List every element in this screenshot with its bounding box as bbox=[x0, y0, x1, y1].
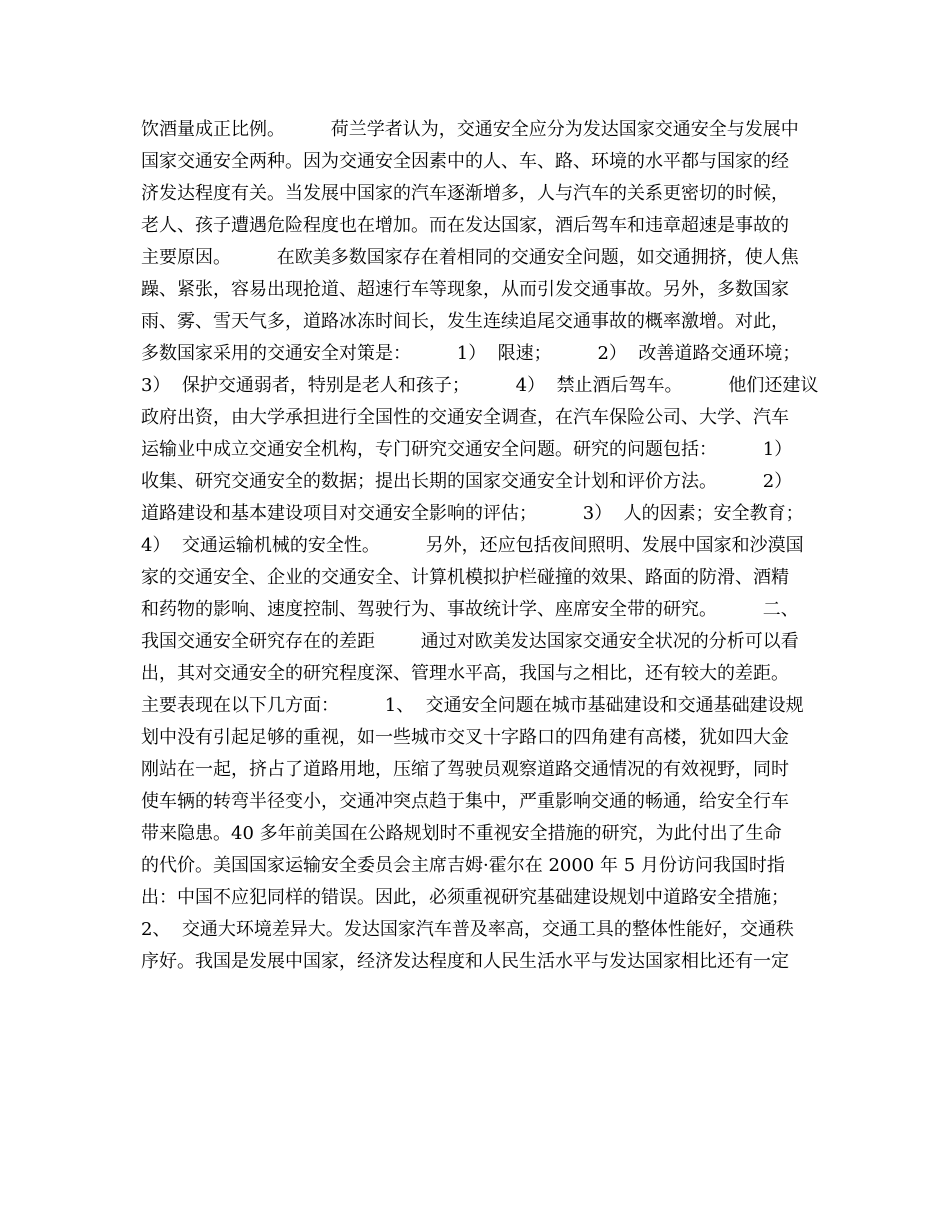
text-line: 3） 保护交通弱者，特别是老人和孩子； 4） 禁止酒后驾车。 他们还建议 bbox=[141, 375, 819, 396]
text-line: 多数国家采用的交通安全对策是： 1） 限速； 2） 改善道路交通环境； bbox=[141, 343, 801, 364]
text-line: 的代价。美国国家运输安全委员会主席吉姆·霍尔在 2000 年 5 月份访问我国时指 bbox=[141, 855, 785, 876]
text-line: 收集、研究交通安全的数据；提出长期的国家交通安全计划和评价方法。 2） bbox=[141, 471, 793, 492]
text-line: 带来隐患。40 多年前美国在公路规划时不重视安全措施的研究，为此付出了生命 bbox=[141, 823, 782, 844]
text-line: 2、 交通大环境差异大。发达国家汽车普及率高，交通工具的整体性能好，交通秩 bbox=[141, 919, 794, 940]
text-line: 国家交通安全两种。因为交通安全因素中的人、车、路、环境的水平都与国家的经 bbox=[141, 151, 789, 172]
text-line: 使车辆的转弯半径变小，交通冲突点趋于集中，严重影响交通的畅通，给安全行车 bbox=[141, 791, 789, 812]
text-line: 政府出资，由大学承担进行全国性的交通安全调查，在汽车保险公司、大学、汽车 bbox=[141, 407, 789, 428]
text-line: 老人、孩子遭遇危险程度也在增加。而在发达国家，酒后驾车和违章超速是事故的 bbox=[141, 215, 789, 236]
text-line: 和药物的影响、速度控制、驾驶行为、事故统计学、座席安全带的研究。 二、 bbox=[141, 599, 799, 620]
text-line: 雨、雾、雪天气多，道路冰冻时间长，发生连续追尾交通事故的概率激增。对此， bbox=[141, 311, 789, 332]
text-line: 躁、紧张，容易出现抢道、超速行车等现象，从而引发交通事故。另外，多数国家 bbox=[141, 279, 789, 300]
text-line: 序好。我国是发展中国家，经济发达程度和人民生活水平与发达国家相比还有一定 bbox=[141, 951, 789, 972]
text-line: 4） 交通运输机械的安全性。 另外，还应包括夜间照明、发展中国家和沙漠国 bbox=[141, 535, 804, 556]
text-line: 饮酒量成正比例。 荷兰学者认为，交通安全应分为发达国家交通安全与发展中 bbox=[141, 119, 799, 140]
text-line: 主要表现在以下几方面： 1、 交通安全问题在城市基础建设和交通基础建设规 bbox=[141, 695, 804, 716]
text-line: 出：中国不应犯同样的错误。因此，必须重视研究基础建设规划中道路安全措施； bbox=[141, 887, 789, 908]
text-line: 出，其对交通安全的研究程度深、管理水平高，我国与之相比，还有较大的差距。 bbox=[141, 663, 789, 684]
text-line: 道路建设和基本建设项目对交通安全影响的评估； 3） 人的因素；安全教育； bbox=[141, 503, 804, 524]
text-line: 刚站在一起，挤占了道路用地，压缩了驾驶员观察道路交通情况的有效视野，同时 bbox=[141, 759, 789, 780]
text-line: 主要原因。 在欧美多数国家存在着相同的交通安全问题，如交通拥挤，使人焦 bbox=[141, 247, 799, 268]
text-line: 划中没有引起足够的重视，如一些城市交叉十字路口的四角建有高楼，犹如四大金 bbox=[141, 727, 789, 748]
text-line: 家的交通安全、企业的交通安全、计算机模拟护栏碰撞的效果、路面的防滑、酒精 bbox=[141, 567, 789, 588]
text-line: 我国交通安全研究存在的差距 通过对欧美发达国家交通安全状况的分析可以看 bbox=[141, 631, 799, 652]
text-line: 运输业中成立交通安全机构，专门研究交通安全问题。研究的问题包括： 1） bbox=[141, 439, 793, 460]
body-text bbox=[141, 114, 831, 978]
text-line: 济发达程度有关。当发展中国家的汽车逐渐增多，人与汽车的关系更密切的时候， bbox=[141, 183, 789, 204]
